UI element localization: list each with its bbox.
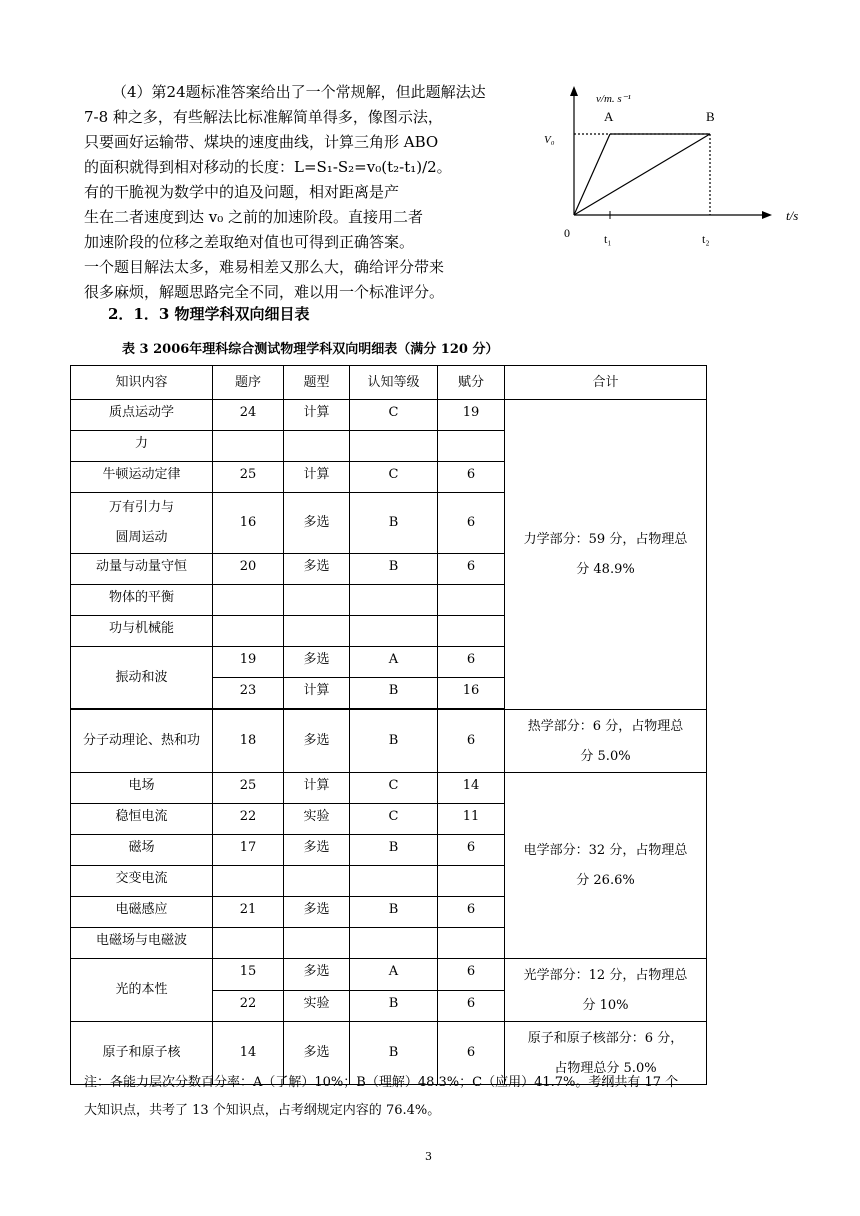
column-header: 合计: [505, 366, 707, 400]
paragraph-line: 7-8 种之多，有些解法比标准解简单得多，像图示法，: [84, 108, 443, 126]
table-cell: B: [350, 990, 438, 1022]
table-cell: 多选: [284, 554, 350, 585]
table-cell: 牛顿运动定律: [71, 462, 213, 493]
table-cell: B: [350, 835, 438, 866]
table-cell: C: [350, 773, 438, 804]
paragraph-line: 有的干脆视为数学中的追及问题，相对距离是产: [84, 183, 400, 201]
t2-label: t₂: [702, 232, 710, 246]
table-cell: 14: [213, 1022, 284, 1085]
table-cell: 实验: [284, 990, 350, 1022]
table-cell: C: [350, 400, 438, 431]
table-cell: 6: [438, 462, 505, 493]
table-cell: 6: [438, 554, 505, 585]
table-cell: 21: [213, 897, 284, 928]
table-cell: [213, 866, 284, 897]
table-cell: 19: [438, 400, 505, 431]
table-cell: [350, 928, 438, 959]
y-axis-label: v/m. s⁻¹: [596, 93, 631, 105]
page-number: 3: [425, 1150, 432, 1163]
table-cell: 6: [438, 897, 505, 928]
line-oa: [574, 134, 610, 215]
table-cell: [438, 616, 505, 647]
paragraph-line: 的面积就得到相对移动的长度：L=S₁-S₂=v₀(t₂-t₁)/2。: [84, 158, 452, 176]
table-cell: 25: [213, 773, 284, 804]
table-cell: B: [350, 554, 438, 585]
line-ob: [574, 134, 710, 215]
paragraph-line: 加速阶段的位移之差取绝对值也可得到正确答案。: [84, 233, 415, 251]
table-cell: 光的本性: [71, 959, 213, 1022]
table-cell: 交变电流: [71, 866, 213, 897]
table-cell: 22: [213, 990, 284, 1022]
table-cell: 电场: [71, 773, 213, 804]
t1-label: t₁: [604, 232, 612, 246]
total-text: 分 26.6%: [576, 872, 635, 888]
table-cell: 11: [438, 804, 505, 835]
table-cell: 计算: [284, 462, 350, 493]
paragraph-line: 只要画好运输带、煤块的速度曲线，计算三角形 ABO: [84, 133, 439, 151]
paragraph-line: （4）第24题标准答案给出了一个常规解，但此题解法达: [112, 83, 486, 101]
table-cell: [284, 616, 350, 647]
column-header: 知识内容: [71, 366, 213, 400]
table-row: [71, 400, 707, 431]
x-axis-label: t/s: [786, 208, 799, 223]
v0-label: V₀: [544, 134, 555, 146]
x-axis-arrow: [762, 211, 772, 219]
table-cell: 19: [213, 647, 284, 678]
paragraph-line: 一个题目解法太多，难易相差又那么大，确给评分带来: [84, 258, 445, 276]
velocity-time-graph: [540, 80, 840, 260]
table-cell: B: [350, 897, 438, 928]
section-heading: 2．1．3 物理学科双向细目表: [108, 305, 310, 323]
table-cell: 16: [213, 493, 284, 554]
y-axis-arrow: [570, 86, 578, 96]
table-cell: 动量与动量守恒: [71, 554, 213, 585]
table-row: [71, 710, 707, 773]
table-cell: [213, 616, 284, 647]
table-cell: 6: [438, 493, 505, 554]
table-cell: B: [350, 493, 438, 554]
table-cell: [350, 866, 438, 897]
table-cell: 25: [213, 462, 284, 493]
column-header: 题型: [284, 366, 350, 400]
total-text: 热学部分：6 分，占物理总: [527, 719, 684, 734]
table-cell: [350, 585, 438, 616]
electric-total-cell: [505, 773, 707, 959]
table-cell: 原子和原子核: [71, 1022, 213, 1085]
body-paragraph: [84, 80, 564, 305]
table-cell: 6: [438, 959, 505, 991]
total-text: 力学部分：59 分，占物理总: [523, 531, 688, 547]
total-text: 分 48.9%: [576, 561, 635, 577]
table-cell: C: [350, 462, 438, 493]
table-cell: 多选: [284, 897, 350, 928]
mechanics-total-cell: [505, 400, 707, 710]
table-cell: 多选: [284, 493, 350, 554]
table-cell: A: [350, 959, 438, 991]
total-text: 原子和原子核部分：6 分，: [527, 1031, 684, 1046]
column-header: 认知等级: [350, 366, 438, 400]
table-cell: 多选: [284, 959, 350, 991]
column-header: 题序: [213, 366, 284, 400]
table-cell: 多选: [284, 710, 350, 773]
note-line: 注：各能力层次分数百分率：A（了解）10%；B（理解）48.3%；C（应用）41.7%。考纲共有 17 个: [84, 1075, 679, 1090]
table-cell: 磁场: [71, 835, 213, 866]
total-text: 分 10%: [582, 998, 629, 1013]
table-cell: [438, 585, 505, 616]
note-line: 大知识点，共考了 13 个知识点，占考纲规定内容的 76.4%。: [84, 1103, 441, 1118]
table-cell: 23: [213, 678, 284, 709]
table-cell: 力: [71, 431, 213, 462]
paragraph-line: 生在二者速度到达 v₀ 之前的加速阶段。直接用二者: [84, 208, 424, 226]
table-cell: A: [350, 647, 438, 678]
table-cell: 电磁感应: [71, 897, 213, 928]
table-cell: [284, 431, 350, 462]
table-cell: B: [350, 710, 438, 773]
table-cell: [213, 585, 284, 616]
table-cell: B: [350, 1022, 438, 1085]
table-cell: 功与机械能: [71, 616, 213, 647]
table-cell: 6: [438, 1022, 505, 1085]
point-b-label: B: [706, 109, 715, 124]
table-cell: [213, 431, 284, 462]
table-cell: 14: [438, 773, 505, 804]
table-cell: [350, 616, 438, 647]
table-cell: 计算: [284, 678, 350, 709]
table-cell: 分子动理论、热和功: [71, 710, 213, 773]
table-cell: C: [350, 804, 438, 835]
cell-line: 圆周运动: [115, 530, 168, 545]
table-cell: 18: [213, 710, 284, 773]
table-cell: 计算: [284, 773, 350, 804]
table-cell: 实验: [284, 804, 350, 835]
table-header-row: [71, 366, 707, 400]
total-text: 占物理总分 5.0%: [554, 1061, 657, 1076]
table-cell: 16: [438, 678, 505, 709]
table-cell: 稳恒电流: [71, 804, 213, 835]
table-cell: 多选: [284, 1022, 350, 1085]
cell-line: 万有引力与: [108, 500, 174, 515]
table-cell: 物体的平衡: [71, 585, 213, 616]
specification-table: [70, 365, 707, 1085]
table-cell: 17: [213, 835, 284, 866]
table-cell: 质点运动学: [71, 400, 213, 431]
table-cell: [284, 928, 350, 959]
table-cell: [350, 431, 438, 462]
table-cell: 6: [438, 710, 505, 773]
table-row: [71, 773, 707, 804]
table-cell: 6: [438, 990, 505, 1022]
table-cell: [438, 928, 505, 959]
table-cell: [213, 928, 284, 959]
table-cell: 电磁场与电磁波: [71, 928, 213, 959]
table-caption: 表 3 2006年理科综合测试物理学科双向明细表（满分 120 分）: [122, 342, 499, 357]
table-cell: 多选: [284, 835, 350, 866]
table-cell: [284, 866, 350, 897]
thermal-total-cell: [505, 710, 707, 773]
table-cell: [71, 493, 213, 554]
table-cell: B: [350, 678, 438, 709]
table-cell: [284, 585, 350, 616]
table-cell: 6: [438, 835, 505, 866]
table-cell: 20: [213, 554, 284, 585]
table-cell: 多选: [284, 647, 350, 678]
total-text: 电学部分：32 分，占物理总: [523, 842, 688, 858]
column-header: 赋分: [438, 366, 505, 400]
optics-total-cell: [505, 959, 707, 1022]
table-note: [84, 1069, 774, 1125]
total-text: 分 5.0%: [580, 749, 631, 764]
table-cell: [438, 431, 505, 462]
paragraph-line: 很多麻烦，解题思路完全不同，难以用一个标准评分。: [84, 283, 445, 301]
table-cell: 振动和波: [71, 647, 213, 709]
table-cell: 22: [213, 804, 284, 835]
total-text: 光学部分：12 分，占物理总: [523, 968, 688, 983]
table-cell: 计算: [284, 400, 350, 431]
point-a-label: A: [604, 109, 614, 124]
table-cell: 6: [438, 647, 505, 678]
table-cell: 24: [213, 400, 284, 431]
table-cell: [438, 866, 505, 897]
origin-label: 0: [564, 226, 570, 240]
table-row: [71, 959, 707, 991]
table-cell: 15: [213, 959, 284, 991]
